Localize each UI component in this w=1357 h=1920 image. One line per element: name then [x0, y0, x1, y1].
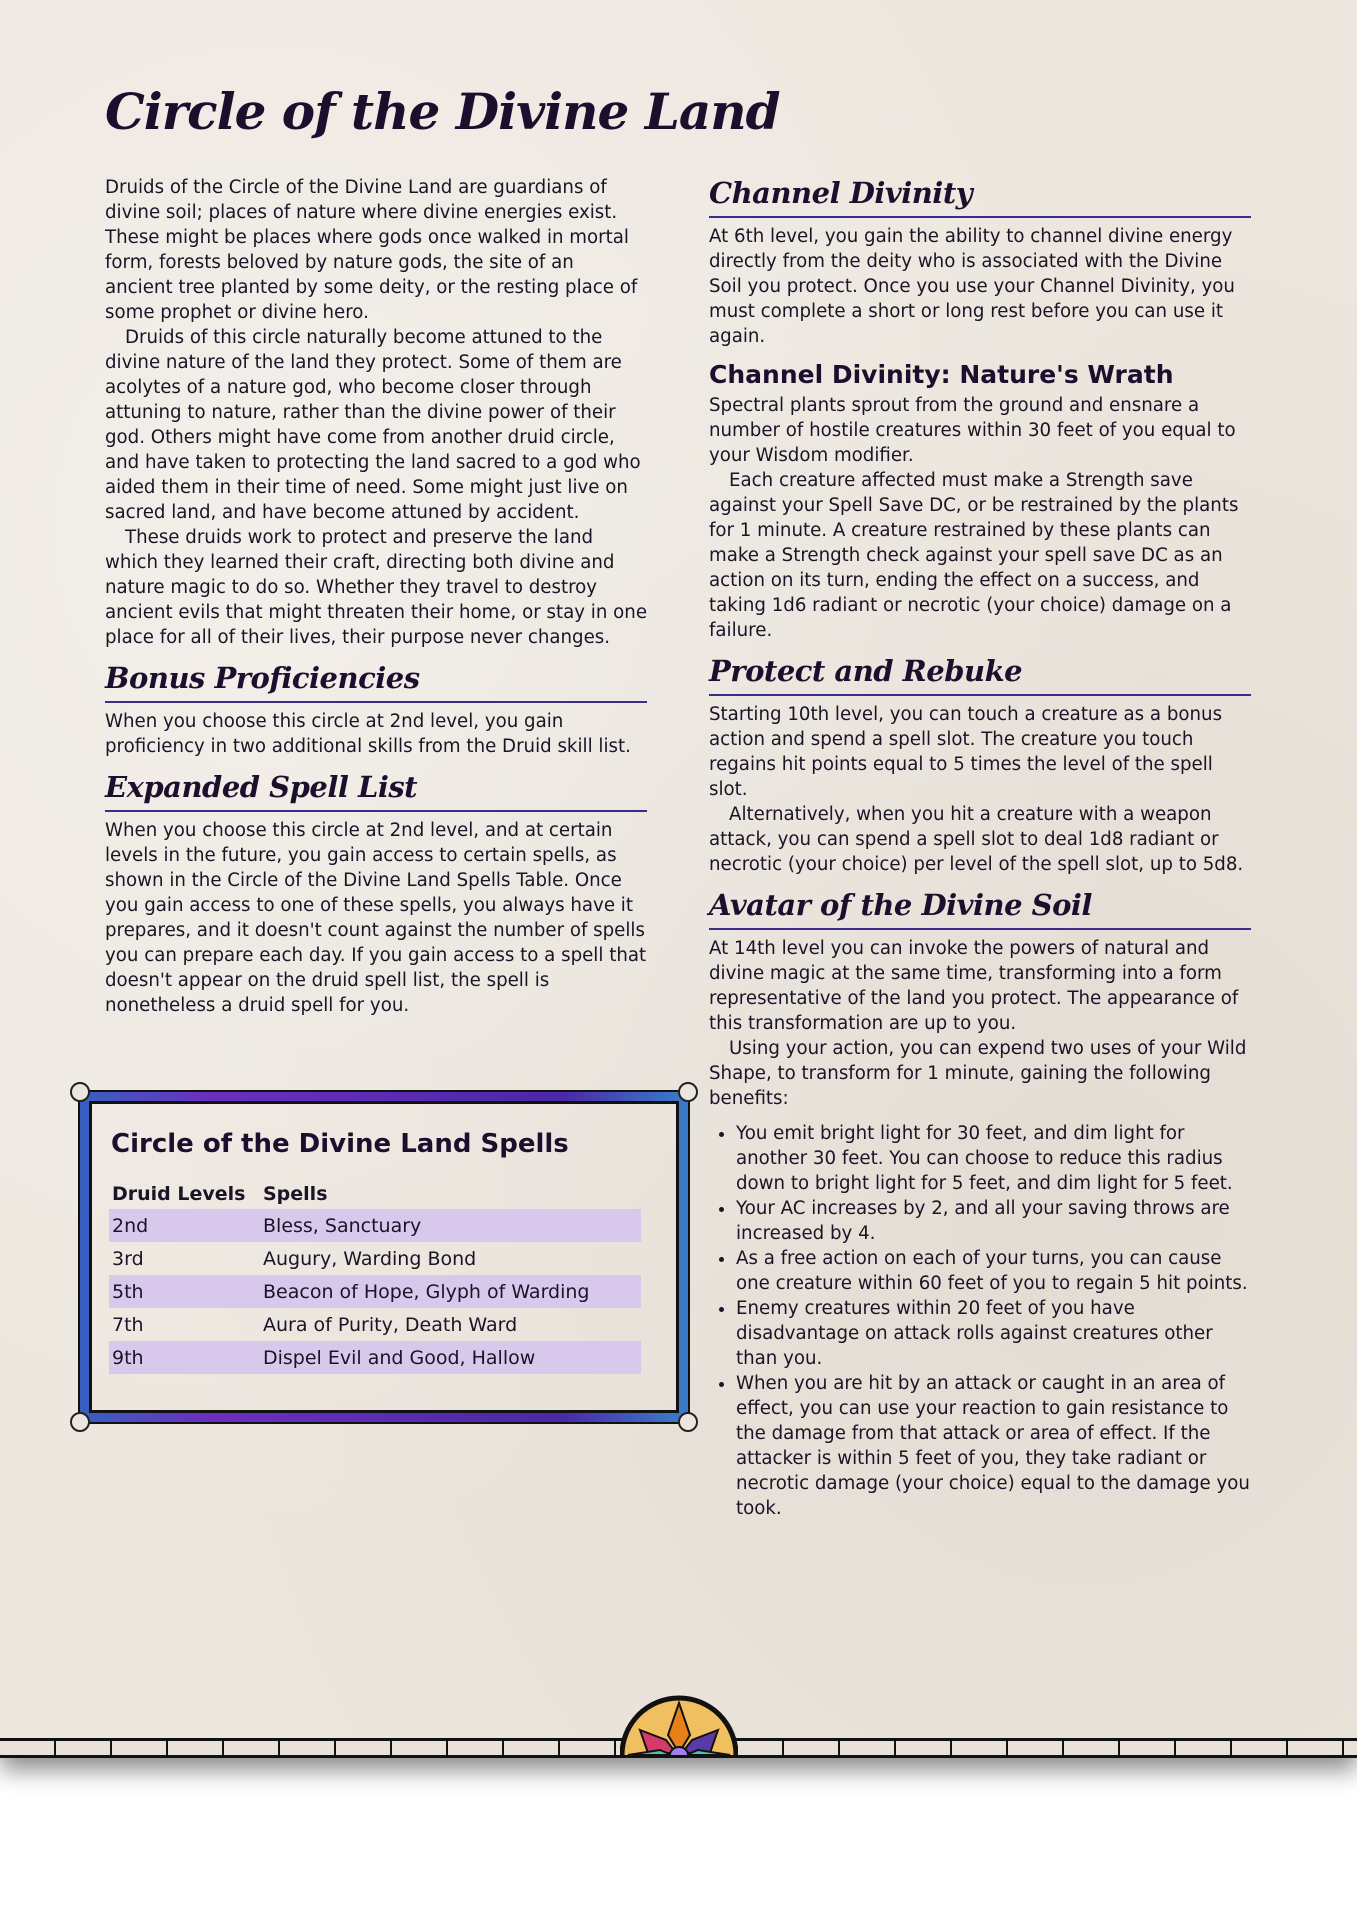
level-cell: 5th — [109, 1275, 260, 1308]
table-row — [109, 1341, 641, 1374]
spell-table — [109, 1179, 641, 1374]
bonus-proficiencies-text: When you choose this circle at 2nd level, you gain proficiency in two additional skills from the Druid skill list. — [105, 711, 631, 757]
spells-cell: Bless, Sanctuary — [260, 1209, 641, 1242]
spells-cell: Dispel Evil and Good, Hallow — [260, 1341, 641, 1374]
list-item: • Your AC increases by 2, and all your saving throws are increased by 4. — [736, 1196, 1251, 1246]
stained-glass-ornament-icon — [620, 1695, 738, 1755]
frame-corner-ornament — [70, 1082, 90, 1102]
level-cell: 2nd — [109, 1209, 260, 1242]
expanded-spell-list-heading: Expanded Spell List — [105, 769, 647, 812]
list-item: • You emit bright light for 30 feet, and dim light for another 30 feet. You can choose to reduce this radius down to bright light for 5 feet, and dim light for 5 feet. — [736, 1121, 1251, 1196]
channel-divinity-text: At 6th level, you gain the ability to channel divine energy directly from the deity who is associated with the Divine Soil you protect. Once you use your Channel Divinity, you must complete a short or long rest before you can use it again. — [709, 226, 1235, 347]
spell-table-frame — [80, 1092, 688, 1422]
spells-cell: Augury, Warding Bond — [263, 1247, 477, 1270]
intro-paragraph: These druids work to protect and preserve the land which they learned their craft, directing both divine and nature magic to do so. Whether they travel to destroy ancient evils that might threaten their home, or stay in one place for all of their lives, their purpose never changes. — [105, 527, 648, 648]
column-header: Druid Levels — [112, 1183, 246, 1205]
page-title: Circle of the Divine Land — [105, 82, 780, 141]
table-row — [109, 1308, 641, 1341]
avatar-benefits-list — [709, 1121, 1251, 1521]
channel-divinity-heading: Channel Divinity — [709, 175, 1251, 218]
spell-table-title: Circle of the Divine Land Spells — [111, 1129, 569, 1159]
avatar-heading: Avatar of the Divine Soil — [709, 887, 1251, 930]
table-row — [109, 1209, 641, 1242]
protect-and-rebuke-heading: Protect and Rebuke — [709, 653, 1251, 696]
list-item: • When you are hit by an attack or caught in an area of effect, you can use your reaction to gain resistance to the damage from that attack or area of effect. If the attacker is within 5 feet of you, they take radiant or necrotic damage (your choice) equal to the damage you took. — [736, 1371, 1251, 1521]
table-row — [109, 1275, 641, 1308]
left-column — [105, 175, 647, 1018]
expanded-spell-list-text: When you choose this circle at 2nd level, and at certain levels in the future, you gain access to certain spells, as shown in the Circle of the Divine Land Spells Table. Once you gain access to one of these spells, you always have it prepares, and it doesn't count against the number of spells you can prepare each day. If you gain access to a spell that doesn't appear on the druid spell list, the spell is nonetheless a druid spell for you. — [105, 820, 647, 1016]
avatar-text: At 14th level you can invoke the powers of natural and divine magic at the same time, transforming into a form representative of the land you protect. The appearance of this transformation are up to you. — [709, 938, 1239, 1034]
level-cell: 3rd — [112, 1247, 144, 1270]
table-row — [109, 1242, 641, 1275]
frame-corner-ornament — [678, 1082, 698, 1102]
intro-paragraph: Druids of this circle naturally become attuned to the divine nature of the land they protect. Some of them are acolytes of a nature god, who become closer through attuning to nature, rather than the divine power of their god. Others might have come from another druid circle, and have taken to protecting the land sacred to a god who aided them in their time of need. Some might just live on sacred land, and have become attuned by accident. — [105, 327, 641, 523]
level-cell: 7th — [112, 1313, 144, 1336]
avatar-text: Using your action, you can expend two uses of your Wild Shape, to transform for 1 minute, gaining the following benefits: — [709, 1038, 1247, 1109]
protect-and-rebuke-text: Starting 10th level, you can touch a creature as a bonus action and spend a spell slot. The creature you touch regains hit points equal to 5 times the level of the spell slot. — [709, 704, 1223, 800]
right-column — [709, 175, 1251, 1521]
spells-cell: Beacon of Hope, Glyph of Warding — [260, 1275, 641, 1308]
list-item: • Enemy creatures within 20 feet of you have disadvantage on attack rolls against creatures other than you. — [736, 1296, 1251, 1371]
column-header: Spells — [263, 1183, 328, 1205]
protect-and-rebuke-text: Alternatively, when you hit a creature with a weapon attack, you can spend a spell slot to deal 1d8 radiant or necrotic (your choice) per level of the spell slot, up to 5d8. — [709, 804, 1244, 875]
intro-paragraph: Druids of the Circle of the Divine Land are guardians of divine soil; places of nature where divine energies exist. These might be places where gods once walked in mortal form, forests beloved by nature gods, the site of an ancient tree planted by some deity, or the resting place of some prophet or divine hero. — [105, 177, 638, 323]
frame-corner-ornament — [70, 1412, 90, 1432]
bonus-proficiencies-heading: Bonus Proficiencies — [105, 660, 647, 703]
list-item: • As a free action on each of your turns, you can cause one creature within 60 feet of you to regain 5 hit points. — [736, 1246, 1251, 1296]
natures-wrath-text: Spectral plants sprout from the ground and ensnare a number of hostile creatures within 30 feet of you equal to your Wisdom modifier. — [709, 395, 1236, 466]
natures-wrath-heading: Channel Divinity: Nature's Wrath — [709, 360, 1174, 389]
natures-wrath-text: Each creature affected must make a Strength save against your Spell Save DC, or be restrained by the plants for 1 minute. A creature restrained by these plants can make a Strength check against your spell save DC as an action on its turn, ending the effect on a success, and taking 1d6 radiant or necrotic (your choice) damage on a failure. — [709, 470, 1239, 641]
spells-cell: Aura of Purity, Death Ward — [263, 1313, 518, 1336]
level-cell: 9th — [109, 1341, 260, 1374]
table-header-row — [109, 1179, 641, 1209]
frame-corner-ornament — [678, 1412, 698, 1432]
